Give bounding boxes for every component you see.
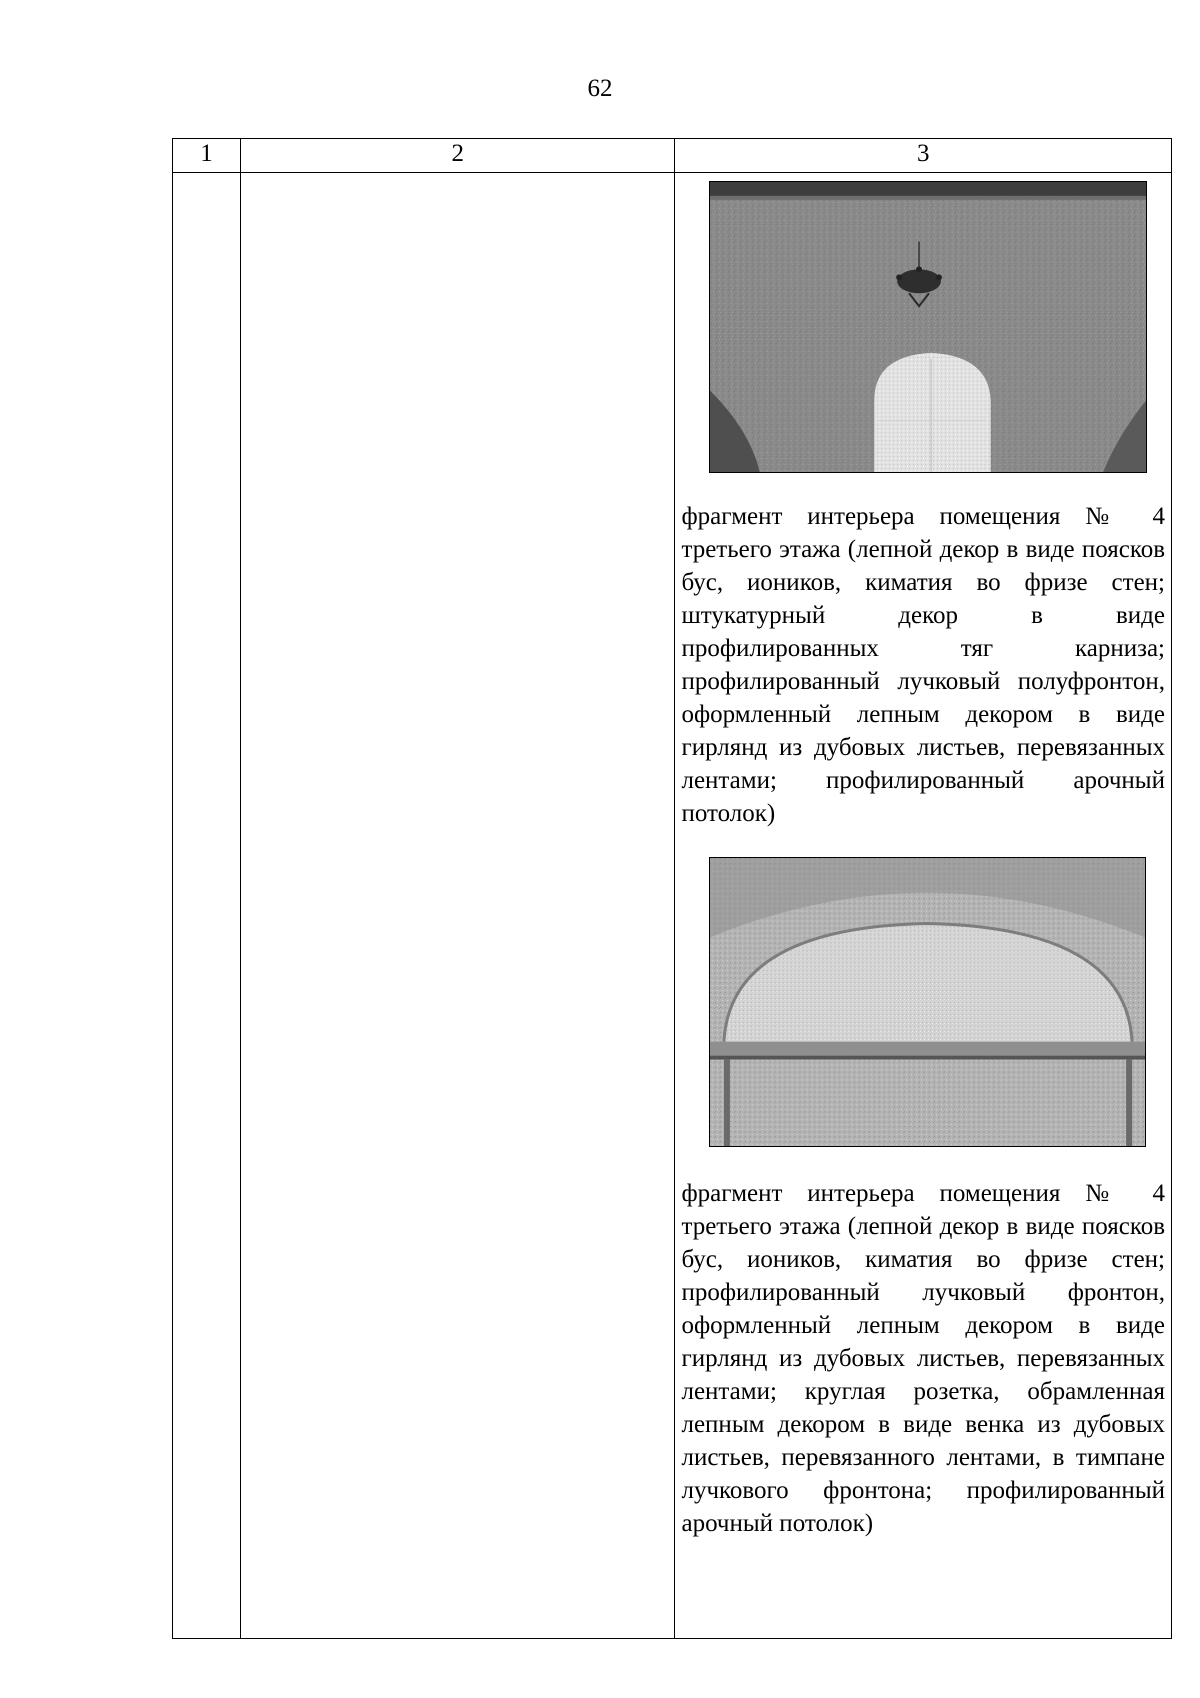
cell-col-1 (173, 173, 241, 1639)
table-header-row (173, 139, 1172, 173)
header-col-1: 1 (173, 139, 241, 173)
interior-chandelier-photo (709, 181, 1147, 473)
header-col-3: 3 (675, 139, 1172, 173)
table-row (173, 173, 1172, 1639)
document-table (172, 138, 1172, 1639)
cell-col-2 (241, 173, 675, 1639)
photo-caption-2: фрагмент интерьера помещения № 4 третьего этажа (лепной декор в виде поясков бус, иоников, киматия во фризе стен; профилированный лучковый фронтон, оформленный лепным декором в виде гирлянд из дубовых листьев, перевязанных лентами; круглая розетка, обрамленная лепным декором в виде венка из дубовых листьев, перевязанного лентами, в тимпане лучкового фронтона; профилированный арочный потолок) (681, 1180, 1165, 1537)
interior-arched-ceiling-photo (709, 857, 1146, 1147)
photo-caption-1: фрагмент интерьера помещения № 4 третьего этажа (лепной декор в виде поясков бус, иоников, киматия во фризе стен; штукатурный декор в виде профилированных тяг карниза; профилированный лучковый полуфронтон, оформленный лепным декором в виде гирлянд из дубовых листьев, перевязанных лентами; профилированный арочный потолок) (681, 503, 1165, 827)
header-col-2: 2 (241, 139, 675, 173)
cell-col-3 (675, 173, 1172, 1639)
page-number: 62 (587, 75, 613, 102)
